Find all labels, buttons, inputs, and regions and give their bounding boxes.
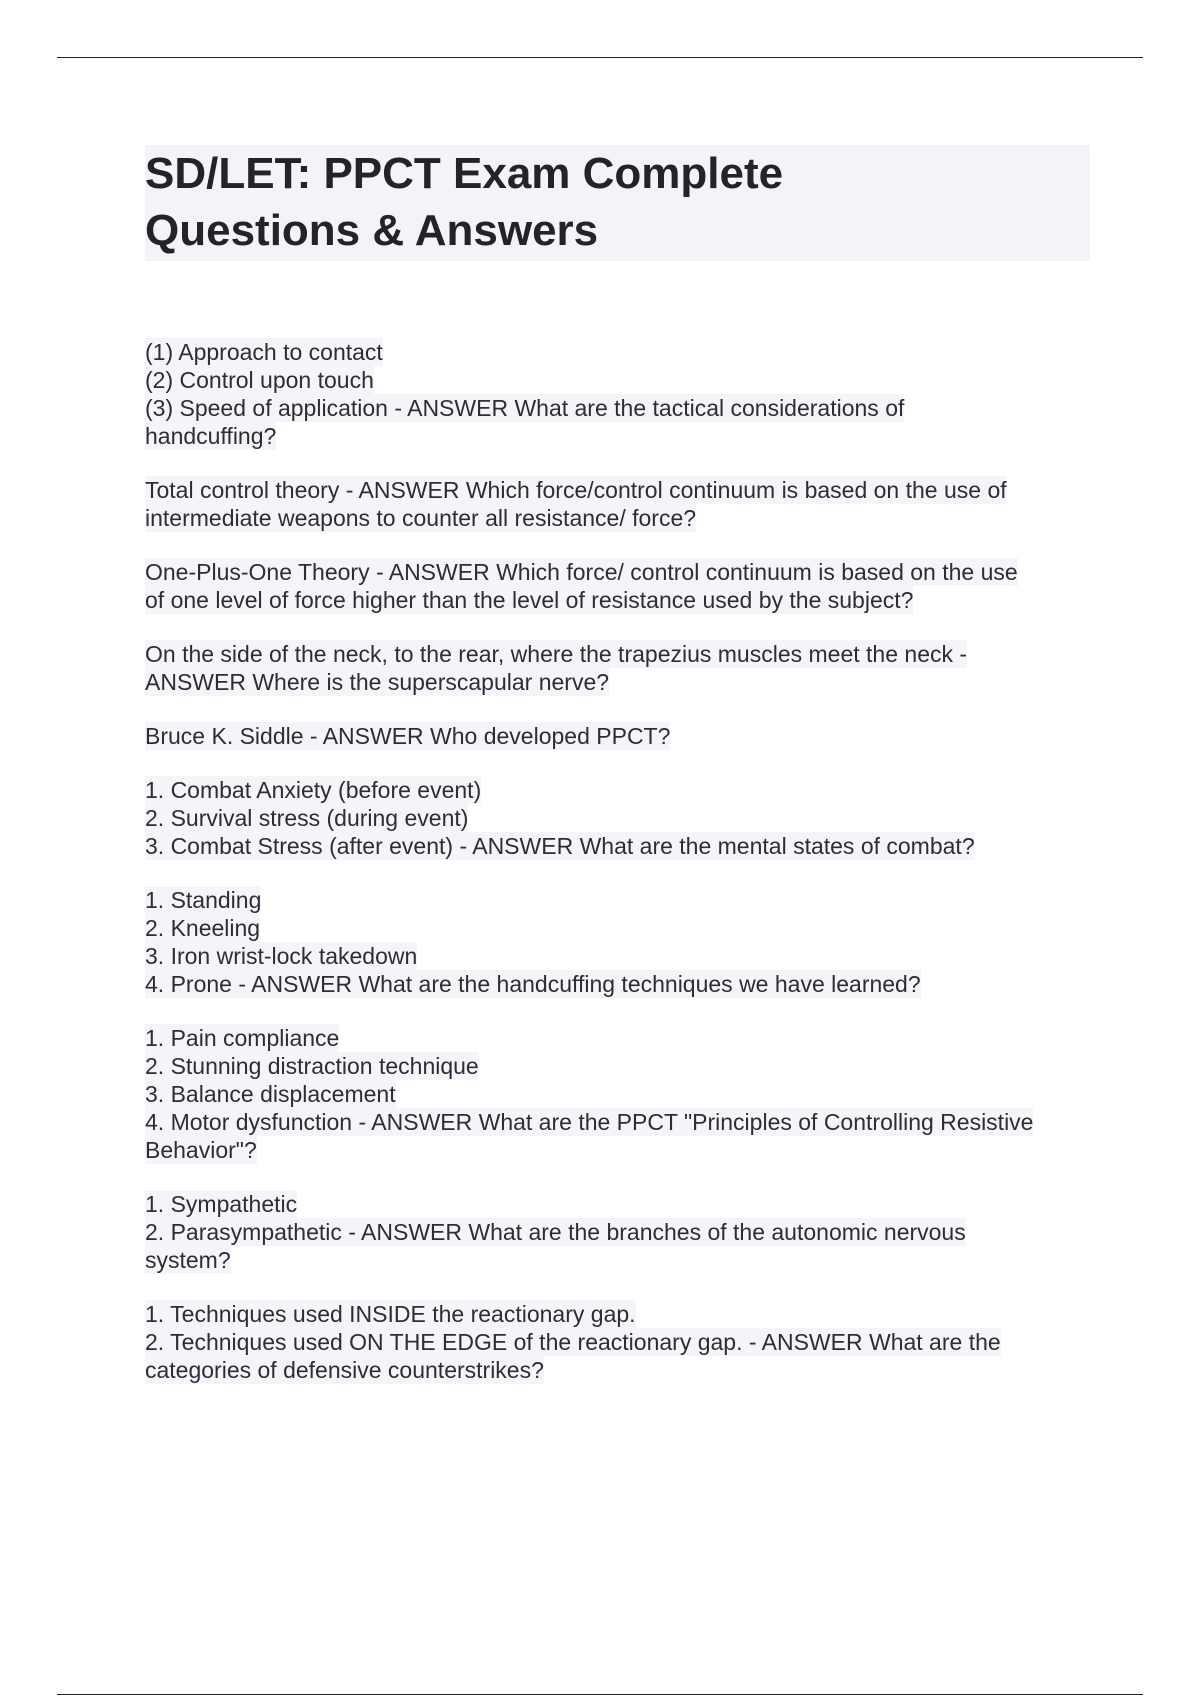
qa-block — [145, 640, 1090, 696]
qa-line: ANSWER Where is the superscapular nerve? — [145, 669, 610, 695]
qa-line: One-Plus-One Theory - ANSWER Which force/ control continuum is based on the use — [145, 559, 1018, 585]
qa-line: Bruce K. Siddle - ANSWER Who developed PPCT? — [145, 723, 671, 749]
qa-block — [145, 1190, 1090, 1274]
page-title — [145, 145, 1090, 259]
top-rule — [57, 57, 1143, 58]
qa-line: 1. Combat Anxiety (before event) — [145, 777, 482, 803]
bottom-rule — [57, 1694, 1143, 1695]
qa-line: 1. Techniques used INSIDE the reactionary gap. — [145, 1301, 636, 1327]
qa-content — [145, 338, 1090, 1410]
qa-block — [145, 722, 1090, 750]
qa-line: intermediate weapons to counter all resistance/ force? — [145, 505, 697, 531]
qa-line: 3. Combat Stress (after event) - ANSWER What are the mental states of combat? — [145, 833, 975, 859]
qa-line: 3. Iron wrist-lock takedown — [145, 943, 418, 969]
qa-block — [145, 776, 1090, 860]
qa-block — [145, 1024, 1090, 1164]
qa-line: handcuffing? — [145, 423, 277, 449]
qa-line: 1. Pain compliance — [145, 1025, 340, 1051]
qa-line: system? — [145, 1247, 231, 1273]
title-line: Questions & Answers — [145, 206, 599, 255]
qa-block — [145, 886, 1090, 998]
title-line: SD/LET: PPCT Exam Complete — [145, 149, 784, 198]
qa-line: 3. Balance displacement — [145, 1081, 396, 1107]
qa-block — [145, 1300, 1090, 1384]
qa-line: 2. Techniques used ON THE EDGE of the reactionary gap. - ANSWER What are the — [145, 1329, 1001, 1355]
qa-line: 2. Stunning distraction technique — [145, 1053, 479, 1079]
qa-line: Behavior"? — [145, 1137, 257, 1163]
qa-block — [145, 338, 1090, 450]
qa-line: (3) Speed of application - ANSWER What are the tactical considerations of — [145, 395, 905, 421]
title-block — [145, 145, 1090, 261]
qa-line: 2. Kneeling — [145, 915, 261, 941]
qa-line: of one level of force higher than the level of resistance used by the subject? — [145, 587, 914, 613]
qa-line: (1) Approach to contact — [145, 339, 383, 365]
qa-line: 2. Parasympathetic - ANSWER What are the branches of the autonomic nervous — [145, 1219, 966, 1245]
qa-block — [145, 476, 1090, 532]
qa-line: categories of defensive counterstrikes? — [145, 1357, 544, 1383]
qa-line: 2. Survival stress (during event) — [145, 805, 469, 831]
qa-block — [145, 558, 1090, 614]
qa-line: (2) Control upon touch — [145, 367, 374, 393]
qa-line: 1. Sympathetic — [145, 1191, 298, 1217]
qa-line: 4. Prone - ANSWER What are the handcuffing techniques we have learned? — [145, 971, 921, 997]
qa-line: On the side of the neck, to the rear, where the trapezius muscles meet the neck - — [145, 641, 968, 667]
qa-line: 1. Standing — [145, 887, 262, 913]
qa-line: 4. Motor dysfunction - ANSWER What are the PPCT "Principles of Controlling Resistive — [145, 1109, 1034, 1135]
qa-line: Total control theory - ANSWER Which force/control continuum is based on the use of — [145, 477, 1007, 503]
